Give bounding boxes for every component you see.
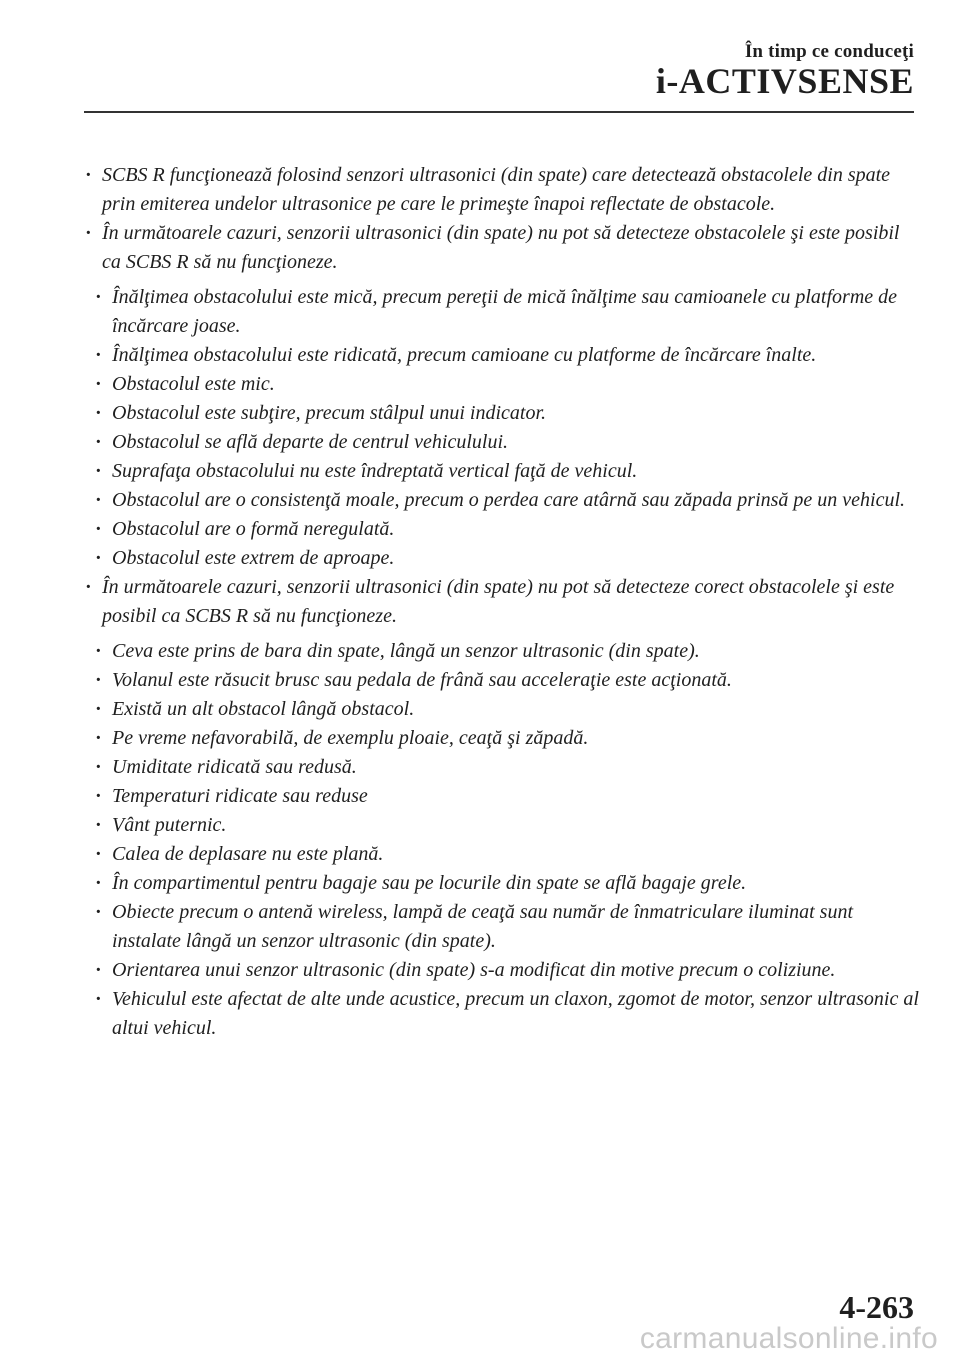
list-item: · Înălţimea obstacolului este ridicată, precum camioane cu platforme de încărcare înalte. <box>92 341 922 370</box>
list-item: · Vehiculul este afectat de alte unde acustice, precum un claxon, zgomot de motor, senzor ultrasonic al altui vehicul. <box>92 985 922 1043</box>
watermark: carmanualsonline.info <box>639 1322 938 1355</box>
list-item: · Volanul este răsucit brusc sau pedala de frână sau acceleraţie este acţionată. <box>92 666 922 695</box>
header-divider <box>84 111 914 113</box>
group1-list <box>82 283 922 573</box>
group2-lead: · În următoarele cazuri, senzorii ultrasonici (din spate) nu pot să detecteze corect obstacolele şi este posibil ca SCBS R să nu funcţioneze. <box>82 573 922 631</box>
group1-lead: · În următoarele cazuri, senzorii ultrasonici (din spate) nu pot să detecteze obstacolele şi este posibil ca SCBS R să nu funcţioneze. <box>82 219 922 277</box>
list-item: · Obstacolul este extrem de aproape. <box>92 544 922 573</box>
page-title: i-ACTIVSENSE <box>655 61 914 101</box>
list-item: · Umiditate ridicată sau redusă. <box>92 753 922 782</box>
intro-paragraph: · SCBS R funcţionează folosind senzori ultrasonici (din spate) care detectează obstacolele din spate prin emiterea undelor ultrasonice pe care le primeşte înapoi reflectate de obstacole. <box>82 161 922 219</box>
list-item: · Orientarea unui senzor ultrasonic (din spate) s-a modificat din motive precum o coliziune. <box>92 956 922 985</box>
list-item: · Temperaturi ridicate sau reduse <box>92 782 922 811</box>
list-item: · Obstacolul se află departe de centrul vehiculului. <box>92 428 922 457</box>
main-content <box>82 161 922 1043</box>
section-subtitle: În timp ce conduceţi <box>744 41 914 62</box>
list-item: · Calea de deplasare nu este plană. <box>92 840 922 869</box>
list-item: · Pe vreme nefavorabilă, de exemplu ploaie, ceaţă şi zăpadă. <box>92 724 922 753</box>
list-item: · Înălţimea obstacolului este mică, precum pereţii de mică înălţime sau camioanele cu platforme de încărcare joase. <box>92 283 922 341</box>
list-item: · Vânt puternic. <box>92 811 922 840</box>
list-item: · Obstacolul este mic. <box>92 370 922 399</box>
page-number: 4-263 <box>839 1289 914 1325</box>
list-item: · Obstacolul are o consistenţă moale, precum o perdea care atârnă sau zăpada prinsă pe un vehicul. <box>92 486 922 515</box>
list-item: · Ceva este prins de bara din spate, lângă un senzor ultrasonic (din spate). <box>92 637 922 666</box>
group2-list <box>82 637 922 1043</box>
list-item: · Obiecte precum o antenă wireless, lampă de ceaţă sau număr de înmatriculare iluminat sunt instalate lângă un senzor ultrasonic (din spate). <box>92 898 922 956</box>
list-item: · Obstacolul este subţire, precum stâlpul unui indicator. <box>92 399 922 428</box>
list-item: · Suprafaţa obstacolului nu este îndreptată vertical faţă de vehicul. <box>92 457 922 486</box>
list-item: · În compartimentul pentru bagaje sau pe locurile din spate se află bagaje grele. <box>92 869 922 898</box>
list-item: · Obstacolul are o formă neregulată. <box>92 515 922 544</box>
list-item: · Există un alt obstacol lângă obstacol. <box>92 695 922 724</box>
